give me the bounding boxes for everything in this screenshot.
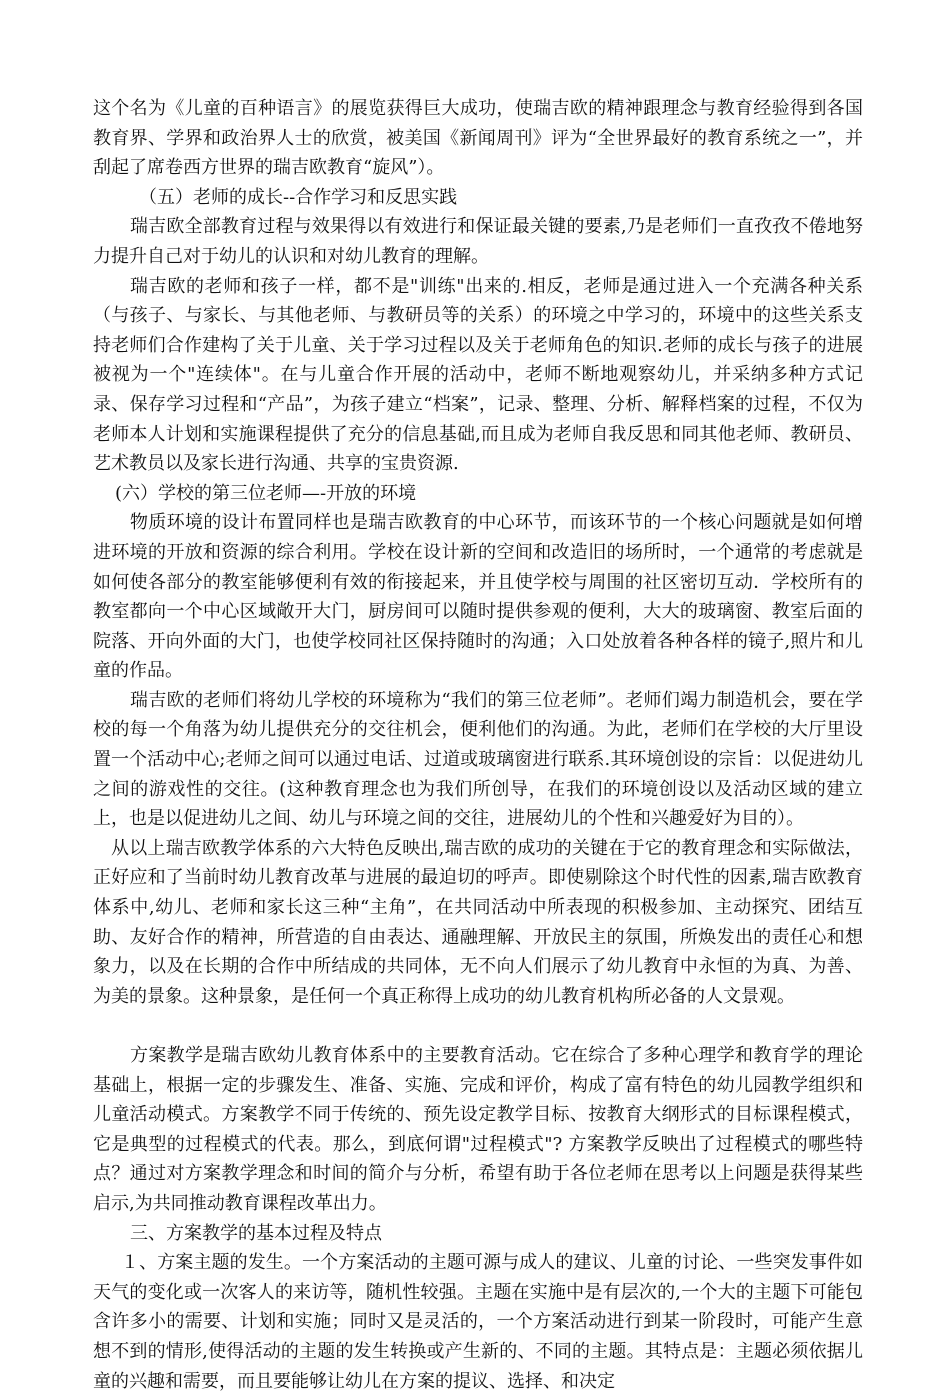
blank-line: [93, 1011, 863, 1041]
heading-section-three: 三、方案教学的基本过程及特点: [130, 1222, 382, 1244]
document-page: [93, 94, 863, 1396]
heading-teacher-growth: （五）老师的成长--合作学习和反思实践: [139, 186, 458, 208]
paragraph-teacher-learning: 瑞吉欧的老师和孩子一样，都不是"训练"出来的.相反，老师是通过进入一个充满各种关系（与孩子、与家长、与其他老师、与教研员等的关系）的环境之中学习的，环境中的这些关系支持老师们合作建构了关于儿童、关于学习过程以及关于老师角色的知识.老师的成长与孩子的进展被视为一个"连续体"。在与儿童合作开展的活动中，老师不断地观察幼儿，并采纳多种方式记录、保存学习过程和“产品”，为孩子建立“档案”，记录、整理、分析、解释档案的过程，不仅为老师本人计划和实施课程提供了充分的信息基础,而且成为老师自我反思和同其他老师、教研员、艺术教员以及家长进行沟通、共享的宝贵资源.: [93, 275, 863, 475]
heading-third-teacher: (六）学校的第三位老师—-开放的环境: [115, 482, 417, 504]
paragraph-success-key: 从以上瑞吉欧教学体系的六大特色反映出,瑞吉欧的成功的关键在于它的教育理念和实际做法，正好应和了当前时幼儿教育改革与进展的最迫切的呼声。即使剔除这个时代性的因素,瑞吉欧教育体系中,幼儿、老师和家长这三种“主角”，在共同活动中所表现的积极参加、主动探究、团结互助、友好合作的精神，所营造的自由表达、通融理解、开放民主的氛围，所焕发出的责任心和想象力，以及在长期的合作中所结成的共同体，无不向人们展示了幼儿教育中永恒的为真、为善、为美的景象。这种景象，是任何一个真正称得上成功的幼儿教育机构所必备的人文景观。: [93, 837, 863, 1007]
paragraph-project-teaching: 方案教学是瑞吉欧幼儿教育体系中的主要教育活动。它在综合了多种心理学和教育学的理论基础上，根据一定的步骤发生、准备、实施、完成和评价，构成了富有特色的幼儿园教学组织和儿童活动模式。方案教学不同于传统的、预先设定教学目标、按教育大纲形式的目标课程模式，它是典型的过程模式的代表。那么，到底何谓"过程模式"? 方案教学反映出了过程模式的哪些特点？通过对方案教学理念和时间的简介与分析，希望有助于各位老师在思考以上问题是获得某些启示,为共同推动教育课程改革出力。: [93, 1045, 863, 1214]
paragraph-third-teacher: 瑞吉欧的老师们将幼儿学校的环境称为“我们的第三位老师”。老师们竭力制造机会，要在学校的每一个角落为幼儿提供充分的交往机会，便利他们的沟通。为此，老师们在学校的大厅里设置一个活动中心;老师之间可以通过电话、过道或玻璃窗进行联系.其环境创设的宗旨：以促进幼儿之间的游戏性的交往。(这种教育理念也为我们所创导，在我们的环境创设以及活动区域的建立上，也是以促进幼儿之间、幼儿与环境之间的交往，进展幼儿的个性和兴趣爱好为目的）。: [93, 689, 863, 830]
paragraph-theme-origin: １、方案主题的发生。一个方案活动的主题可源与成人的建议、儿童的讨论、一些突发事件如天气的变化或一次客人的来访等，随机性较强。主题在实施中是有层次的,一个大的主题下可能包含许多小的需要、计划和实施；同时又是灵活的，一个方案活动进行到某一阶段时，可能产生意想不到的情形,使得活动的主题的发生转换或产生新的、不同的主题。其特点是：主题必须依据儿童的兴趣和需要，而且要能够让幼儿在方案的提议、选择、和决定: [93, 1252, 863, 1392]
paragraph-physical-environment: 物质环境的设计布置同样也是瑞吉欧教育的中心环节，而该环节的一个核心问题就是如何增进环境的开放和资源的综合利用。学校在设计新的空间和改造旧的场所时，一个通常的考虑就是如何使各部分的教室能够便利有效的衔接起来，并且使学校与周围的社区密切互动．学校所有的教室都向一个中心区域敞开大门，厨房间可以随时提供参观的便利，大大的玻璃窗、教室后面的院落、开向外面的大门，也使学校同社区保持随时的沟通；入口处放着各种各样的镜子,照片和儿童的作品。: [93, 512, 863, 682]
paragraph-exhibition-success: 这个名为《儿童的百种语言》的展览获得巨大成功，使瑞吉欧的精神跟理念与教育经验得到各国教育界、学界和政治界人士的欣赏，被美国《新闻周刊》评为“全世界最好的教育系统之一”，并刮起了席卷西方世界的瑞吉欧教育“旋风”）。: [93, 98, 863, 179]
paragraph-key-element: 瑞吉欧全部教育过程与效果得以有效进行和保证最关键的要素,乃是老师们一直孜孜不倦地努力提升自己对于幼儿的认识和对幼儿教育的理解。: [93, 216, 863, 267]
